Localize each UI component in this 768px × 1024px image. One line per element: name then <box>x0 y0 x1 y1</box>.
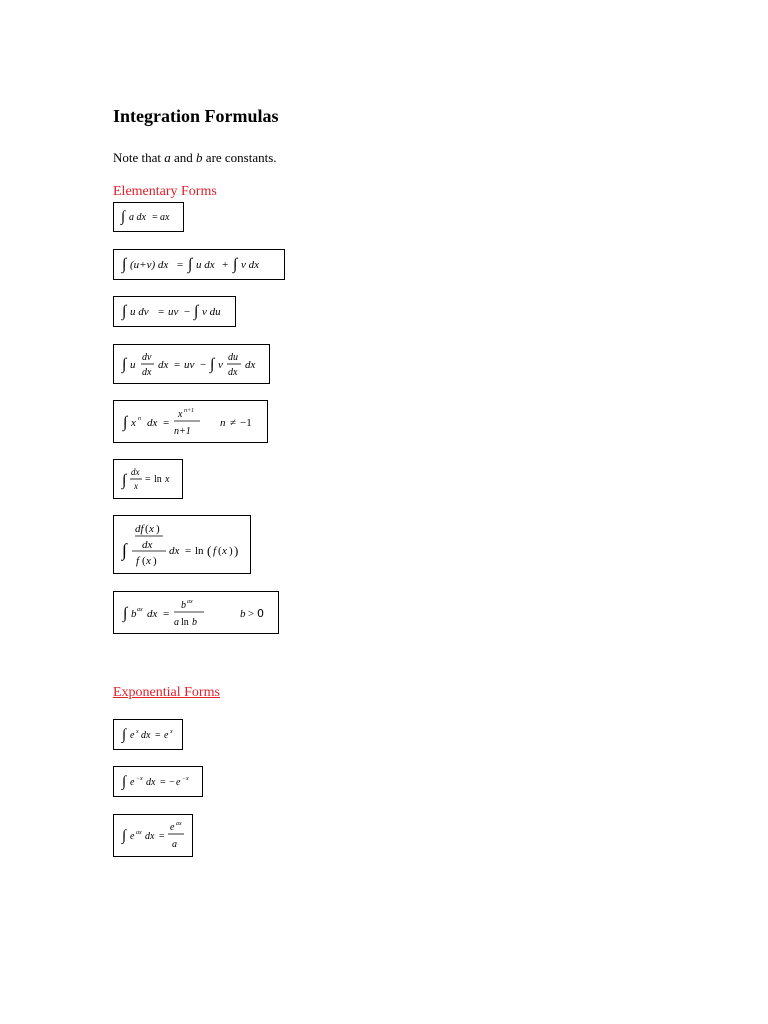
svg-text:x: x <box>136 729 139 735</box>
svg-text:n: n <box>138 416 141 422</box>
svg-text:n+1: n+1 <box>184 408 195 414</box>
svg-text:dx: dx <box>145 831 155 842</box>
svg-text:∫: ∫ <box>188 256 193 273</box>
svg-text:dx: dx <box>142 367 152 378</box>
svg-text:∫: ∫ <box>122 472 127 489</box>
svg-text:ax: ax <box>136 830 142 836</box>
note-text-1: Note that <box>113 150 165 165</box>
svg-text:ax: ax <box>160 212 170 223</box>
svg-text:∫: ∫ <box>122 540 127 560</box>
svg-text:n: n <box>220 417 226 429</box>
svg-text:du: du <box>228 352 238 363</box>
svg-text:dv: dv <box>142 352 152 363</box>
svg-text:u dx: u dx <box>196 259 215 271</box>
svg-text:ln: ln <box>181 617 189 628</box>
svg-text:a dx: a dx <box>129 212 146 223</box>
svg-text:b: b <box>131 608 137 620</box>
section-heading-exponential: Exponential Forms <box>113 685 220 700</box>
svg-text:=: = <box>152 212 158 223</box>
svg-text:∫: ∫ <box>122 356 127 373</box>
svg-text:∫: ∫ <box>122 727 127 743</box>
svg-text:=: = <box>158 306 165 318</box>
svg-text:dx: dx <box>147 417 158 429</box>
svg-text:e: e <box>164 730 169 741</box>
svg-text:b: b <box>181 600 186 611</box>
svg-text:dx: dx <box>158 359 169 371</box>
svg-text:ax: ax <box>137 607 143 613</box>
svg-text:dx: dx <box>245 359 256 371</box>
svg-text:ax: ax <box>176 821 182 827</box>
svg-text:+: + <box>222 259 229 271</box>
svg-text:e: e <box>130 831 135 842</box>
svg-text:=: = <box>163 608 170 620</box>
svg-text:x: x <box>131 417 136 429</box>
note-variable-b: b <box>196 150 203 165</box>
svg-text:=: = <box>174 359 181 371</box>
svg-text:ax: ax <box>187 599 193 605</box>
svg-text:∫: ∫ <box>122 303 127 320</box>
svg-text:(: ( <box>218 545 222 557</box>
svg-text:n+1: n+1 <box>174 426 191 437</box>
formula-sum-rule <box>113 249 285 280</box>
svg-text:x: x <box>222 545 227 557</box>
svg-text:(: ( <box>142 555 146 567</box>
svg-text:f: f <box>136 555 140 567</box>
svg-text:df: df <box>135 523 144 535</box>
svg-text:v: v <box>218 359 223 371</box>
svg-text:−: − <box>169 777 175 788</box>
svg-text:∫: ∫ <box>123 605 128 622</box>
svg-text:−x: −x <box>182 776 189 782</box>
svg-text:∫: ∫ <box>233 256 238 273</box>
svg-text:x: x <box>146 555 151 567</box>
svg-text:f: f <box>213 545 217 557</box>
svg-text:dx: dx <box>142 539 153 551</box>
formula-power-rule <box>113 400 268 443</box>
svg-text:dx: dx <box>228 367 238 378</box>
svg-text:ln: ln <box>154 474 162 485</box>
svg-text:∫: ∫ <box>123 414 128 431</box>
svg-text:uv: uv <box>168 306 179 318</box>
formula-log-derivative <box>113 515 251 574</box>
svg-text:∫: ∫ <box>122 256 127 273</box>
page-title: Integration Formulas <box>113 106 279 126</box>
svg-text:=: = <box>145 474 151 485</box>
svg-text:=: = <box>163 417 170 429</box>
section-heading-elementary: Elementary Forms <box>113 184 217 199</box>
svg-text:x: x <box>178 409 183 420</box>
svg-text:x: x <box>165 474 170 485</box>
svg-text:−: − <box>200 359 207 371</box>
svg-text:∫: ∫ <box>122 828 127 844</box>
formula-constant <box>113 202 184 232</box>
svg-text:0: 0 <box>257 607 264 620</box>
svg-text:dx: dx <box>147 608 158 620</box>
svg-text:u dv: u dv <box>130 306 149 318</box>
svg-text:=: = <box>185 545 192 557</box>
svg-text:): ) <box>234 543 239 558</box>
svg-text:=: = <box>155 730 161 741</box>
svg-text:dx: dx <box>131 467 140 477</box>
svg-text:dx: dx <box>169 545 180 557</box>
svg-text:b: b <box>192 617 197 628</box>
svg-text:): ) <box>156 523 160 535</box>
svg-text:): ) <box>153 555 157 567</box>
svg-text:x: x <box>134 481 138 491</box>
svg-text:ln: ln <box>195 545 204 557</box>
svg-text:(: ( <box>207 543 212 558</box>
svg-text:∫: ∫ <box>121 209 126 225</box>
svg-text:e: e <box>170 822 175 833</box>
svg-text:u: u <box>130 359 136 371</box>
formula-exp-negative <box>113 766 203 797</box>
svg-text:=: = <box>160 777 166 788</box>
formula-exp <box>113 719 183 750</box>
svg-text:uv: uv <box>184 359 195 371</box>
svg-text:e: e <box>130 730 135 741</box>
formula-integration-by-parts <box>113 296 236 327</box>
svg-text:=: = <box>159 831 165 842</box>
svg-text:x: x <box>170 729 173 735</box>
svg-text:(u+v) dx: (u+v) dx <box>130 259 169 271</box>
svg-text:−x: −x <box>136 776 143 782</box>
svg-text:e: e <box>176 777 181 788</box>
svg-text:≠: ≠ <box>230 417 237 429</box>
svg-text:e: e <box>130 777 135 788</box>
svg-text:b: b <box>240 608 246 620</box>
svg-text:v du: v du <box>202 306 221 318</box>
formula-parts-derivative <box>113 344 270 384</box>
note-text-3: are constants. <box>202 150 277 165</box>
svg-text:v dx: v dx <box>241 259 260 271</box>
svg-text:a: a <box>172 839 177 850</box>
constants-note <box>113 150 277 166</box>
svg-text:∫: ∫ <box>210 356 215 373</box>
svg-text:x: x <box>149 523 154 535</box>
svg-text:dx: dx <box>146 777 156 788</box>
svg-text:=: = <box>177 259 184 271</box>
note-variable-a: a <box>164 150 171 165</box>
note-text-2: and <box>170 150 197 165</box>
svg-text:): ) <box>229 545 233 557</box>
formula-general-exponential <box>113 591 279 634</box>
svg-text:−: − <box>184 306 191 318</box>
svg-text:∫: ∫ <box>194 303 199 320</box>
formula-exp-scaled <box>113 814 193 857</box>
svg-text:(: ( <box>145 523 149 535</box>
svg-text:−1: −1 <box>240 417 252 429</box>
svg-text:a: a <box>174 617 179 628</box>
svg-text:>: > <box>248 608 255 620</box>
svg-text:dx: dx <box>141 730 151 741</box>
formula-logarithm <box>113 459 183 499</box>
svg-text:∫: ∫ <box>122 774 127 790</box>
